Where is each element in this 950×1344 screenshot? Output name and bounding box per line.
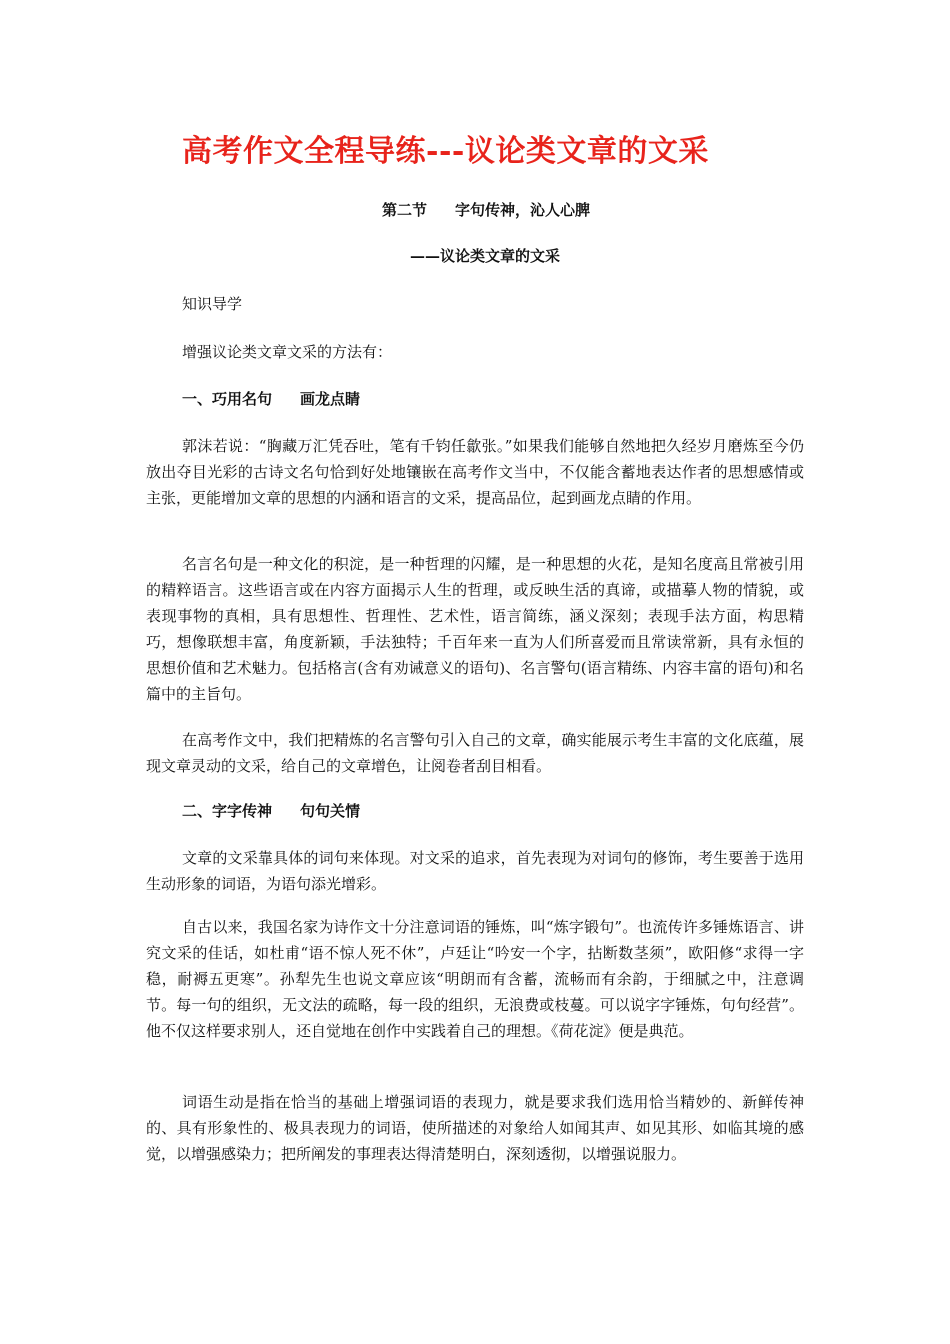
heading-one-part2: 画龙点睛 — [300, 390, 361, 408]
section-heading — [382, 198, 590, 222]
heading-two-part1: 二、字字传神 — [182, 802, 273, 820]
paragraph-4: 文章的文采靠具体的词句来体现。对文采的追求，首先表现为对词句的修饰，考生要善于选用生动形象的词语，为语句添光增彩。 — [146, 849, 804, 893]
section-label: 第二节 — [382, 201, 428, 219]
section-subtitle: ——议论类文章的文采 — [410, 247, 561, 265]
paragraph-1: 郭沫若说：“胸藏万汇凭吞吐，笔有千钧任歙张。”如果我们能够自然地把久经岁月磨炼至今仍放出夺目光彩的古诗文名句恰到好处地镶嵌在高考作文当中，不仅能含蓄地表达作者的思想感情或主张，更能增加文章的思想的内涵和语言的文采，提高品位，起到画龙点睛的作用。 — [146, 437, 804, 507]
heading-one-part1: 一、巧用名句 — [182, 390, 273, 408]
paragraph-6: 词语生动是指在恰当的基础上增强词语的表现力，就是要求我们选用恰当精妙的、新鲜传神的、具有形象性的、极具表现力的词语，使所描述的对象给人如闻其声、如见其形、如临其境的感觉，以增强感染力；把所阐发的事理表达得清楚明白，深刻透彻，以增强说服力。 — [146, 1093, 804, 1163]
heading-two-part2: 句句关情 — [300, 802, 361, 820]
heading-one — [182, 387, 360, 411]
guide-label: 知识导学 — [182, 295, 243, 313]
paragraph-2: 名言名句是一种文化的积淀，是一种哲理的闪耀，是一种思想的火花，是知名度高且常被引用的精粹语言。这些语言或在内容方面揭示人生的哲理，或反映生活的真谛，或描摹人物的情貌，或表现事物的真相，具有思想性、哲理性、艺术性，语言简练，涵义深刻；表现手法方面，构思精巧，想像联想丰富，角度新颖，手法独特；千百年来一直为人们所喜爱而且常读常新，具有永恒的思想价值和艺术魅力。包括格言(含有劝诫意义的语句)、名言警句(语言精练、内容丰富的语句)和名篇中的主旨句。 — [146, 555, 804, 703]
paragraph-3: 在高考作文中，我们把精炼的名言警句引入自己的文章，确实能展示考生丰富的文化底蕴，展现文章灵动的文采，给自己的文章增色，让阅卷者刮目相看。 — [146, 731, 804, 775]
intro-line: 增强议论类文章文采的方法有： — [182, 343, 393, 361]
section-title: 字句传神，沁人心脾 — [455, 201, 591, 219]
heading-two — [182, 799, 360, 823]
document-title: 高考作文全程导练---议论类文章的文采 — [182, 134, 709, 169]
paragraph-5: 自古以来，我国名家为诗作文十分注意词语的锤炼，叫“炼字锻句”。也流传许多锤炼语言、讲究文采的佳话，如杜甫“语不惊人死不休”，卢廷让“吟安一个字，拈断数茎须”，欧阳修“求得一字稳，耐褥五更寒”。孙犁先生也说文章应该“明朗而有含蓄，流畅而有余韵，于细腻之中，注意调节。每一句的组织，无文法的疏略，每一段的组织，无浪费或枝蔓。可以说字字锤炼，句句经营”。他不仅这样要求别人，还自觉地在创作中实践着自己的理想。《荷花淀》便是典范。 — [146, 918, 804, 1040]
